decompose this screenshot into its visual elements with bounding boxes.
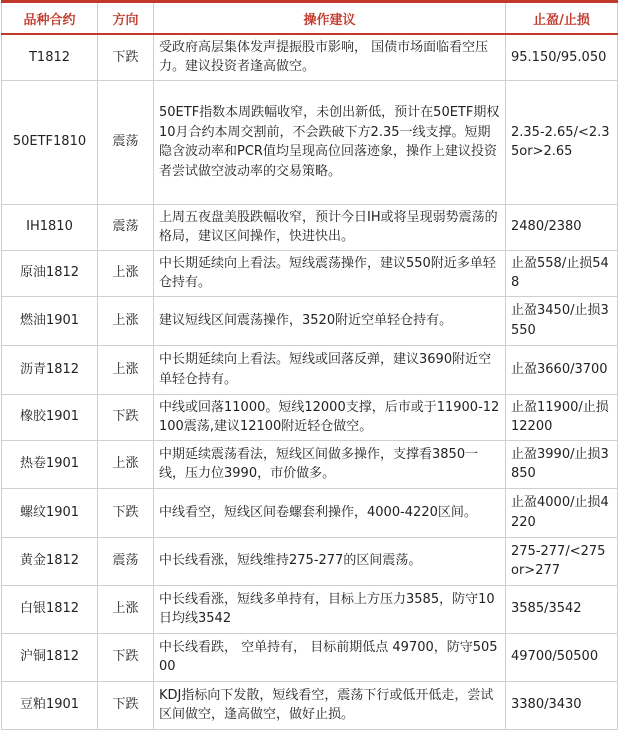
direction-cell: 上涨	[98, 250, 154, 296]
contract-cell: 沥青1812	[2, 345, 98, 394]
advice-cell: 中长线看跌， 空单持有， 目标前期低点 49700，防守50500	[154, 633, 506, 681]
direction-cell: 上涨	[98, 440, 154, 488]
contract-cell: 白银1812	[2, 585, 98, 633]
header-tp-sl: 止盈/止损	[506, 2, 618, 35]
table-row	[2, 440, 618, 488]
contract-cell: 黄金1812	[2, 537, 98, 585]
tp-sl-cell: 275-277/<275or>277	[506, 537, 618, 585]
advice-cell: 受政府高层集体发声提振股市影响， 国债市场面临看空压力。建议投资者逢高做空。	[154, 34, 506, 80]
contract-cell: 50ETF1810	[2, 80, 98, 204]
advice-cell: 上周五夜盘美股跌幅收窄，预计今日IH或将呈现弱势震荡的格局，建议区间操作，快进快出。	[154, 204, 506, 250]
tp-sl-cell: 止盈558/止损548	[506, 250, 618, 296]
tp-sl-cell: 止盈3660/3700	[506, 345, 618, 394]
table-row	[2, 537, 618, 585]
direction-cell: 下跌	[98, 681, 154, 729]
direction-cell: 下跌	[98, 488, 154, 537]
advice-cell: 中长线看涨，短线多单持有，目标上方压力3585，防守10日均线3542	[154, 585, 506, 633]
table-row	[2, 204, 618, 250]
direction-cell: 上涨	[98, 345, 154, 394]
direction-cell: 上涨	[98, 296, 154, 345]
tp-sl-cell: 2.35-2.65/<2.35or>2.65	[506, 80, 618, 204]
tp-sl-cell: 止盈3990/止损3850	[506, 440, 618, 488]
contract-cell: T1812	[2, 34, 98, 80]
direction-cell: 下跌	[98, 394, 154, 440]
advice-cell: 中线或回落11000。短线12000支撑，后市或于11900-12100震荡,建议12100附近轻仓做空。	[154, 394, 506, 440]
tp-sl-cell: 2480/2380	[506, 204, 618, 250]
contract-cell: 豆粕1901	[2, 681, 98, 729]
direction-cell: 震荡	[98, 204, 154, 250]
table-row	[2, 394, 618, 440]
tp-sl-cell: 止盈3450/止损3550	[506, 296, 618, 345]
contract-cell: 沪铜1812	[2, 633, 98, 681]
tp-sl-cell: 止盈4000/止损4220	[506, 488, 618, 537]
advice-cell: 50ETF指数本周跌幅收窄，未创出新低，预计在50ETF期权10月合约本周交割前，不会跌破下方2.35一线支撑。短期隐含波动率和PCR值均呈现高位回落迹象，操作上建议投资者尝试做空波动率的交易策略。	[154, 80, 506, 204]
table-row	[2, 80, 618, 204]
table-row	[2, 250, 618, 296]
advice-cell: 中长期延续向上看法。短线震荡操作，建议550附近多单轻仓持有。	[154, 250, 506, 296]
advice-cell: 中长期延续向上看法。短线或回落反弹，建议3690附近空单轻仓持有。	[154, 345, 506, 394]
table-row	[2, 345, 618, 394]
table-header-row	[2, 2, 618, 35]
contract-cell: 燃油1901	[2, 296, 98, 345]
direction-cell: 震荡	[98, 537, 154, 585]
direction-cell: 震荡	[98, 80, 154, 204]
advice-cell: 中期延续震荡看法，短线区间做多操作，支撑看3850一线，压力位3990，市价做多。	[154, 440, 506, 488]
advice-cell: 中长线看涨，短线维持275-277的区间震荡。	[154, 537, 506, 585]
direction-cell: 上涨	[98, 585, 154, 633]
table-row	[2, 488, 618, 537]
direction-cell: 下跌	[98, 633, 154, 681]
tp-sl-cell: 49700/50500	[506, 633, 618, 681]
contract-cell: 原油1812	[2, 250, 98, 296]
strategy-table	[1, 0, 618, 730]
table-row	[2, 633, 618, 681]
contract-cell: 螺纹1901	[2, 488, 98, 537]
tp-sl-cell: 3380/3430	[506, 681, 618, 729]
contract-cell: IH1810	[2, 204, 98, 250]
contract-cell: 热卷1901	[2, 440, 98, 488]
table-row	[2, 681, 618, 729]
tp-sl-cell: 止盈11900/止损12200	[506, 394, 618, 440]
header-direction: 方向	[98, 2, 154, 35]
advice-cell: 建议短线区间震荡操作，3520附近空单轻仓持有。	[154, 296, 506, 345]
table-row	[2, 296, 618, 345]
table-row	[2, 34, 618, 80]
contract-cell: 橡胶1901	[2, 394, 98, 440]
tp-sl-cell: 95.150/95.050	[506, 34, 618, 80]
header-contract: 品种合约	[2, 2, 98, 35]
advice-cell: 中线看空，短线区间卷螺套利操作，4000-4220区间。	[154, 488, 506, 537]
advice-cell: KDJ指标向下发散，短线看空，震荡下行或低开低走，尝试区间做空，逢高做空，做好止损。	[154, 681, 506, 729]
direction-cell: 下跌	[98, 34, 154, 80]
header-advice: 操作建议	[154, 2, 506, 35]
tp-sl-cell: 3585/3542	[506, 585, 618, 633]
table-row	[2, 585, 618, 633]
